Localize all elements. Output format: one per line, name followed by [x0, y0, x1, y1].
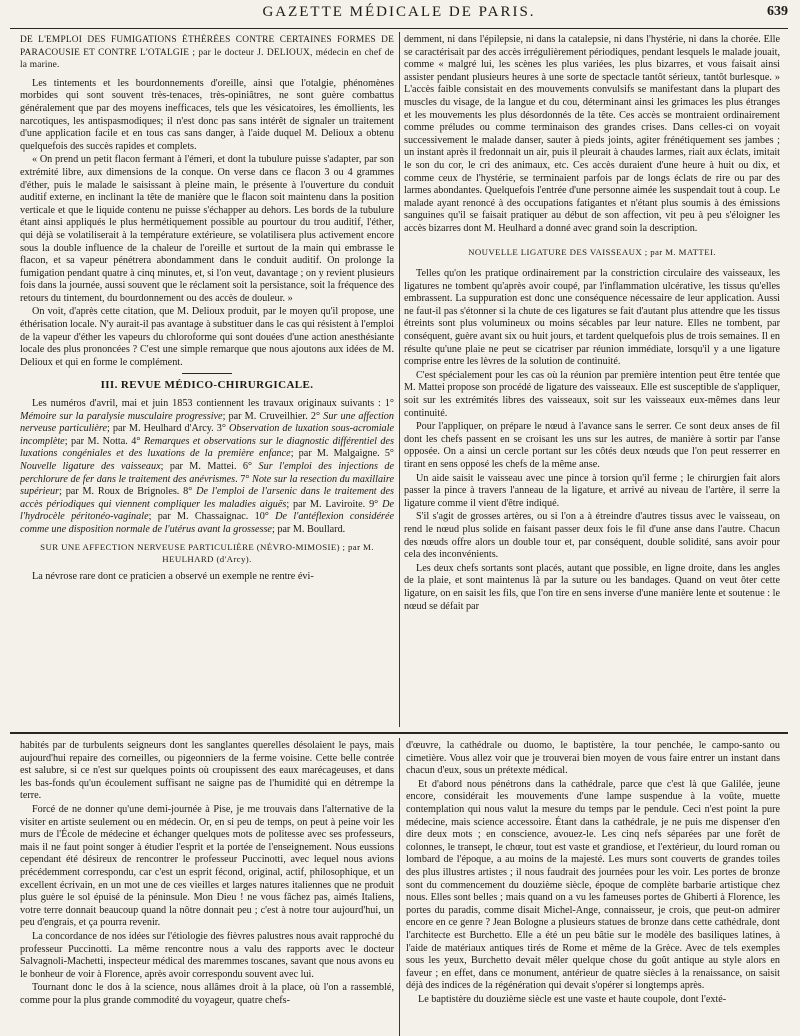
feuilleton-divider [10, 732, 788, 734]
article-subhead: DE L'EMPLOI DES FUMIGATIONS ÉTHÉRÉES CONTRE CERTAINES FORMES DE PARACOUSIE ET CONTRE L'OTALGIE ; par le docteur J. DELIOUX, médecin en chef de la marine. [20, 35, 394, 71]
paragraph: « On prend un petit flacon fermant à l'émeri, et dont la tubulure puisse s'adapter, par son extrémité libre, aux dimensions de la conque. On verse dans ce flacon 3 ou 4 grammes d'éther, puis le malade le saisissant à pleine main, le présente à l'ouverture du conduit auditif externe, en inclinant la tête de manière que le flacon soit maintenu dans la position verticale et que le liquide contenu ne puisse s'échapper au dehors. Les bords de la tubulure étant ainsi appliqués le plus hermétiquement possible au pourtour du trou auditif, l'éther, qui déjà se volatiliserait à la température extérieure, se volatilisera plus activement encore sous la double influence de la chaleur de l'oreille et surtout de la main qui embrasse le flacon, et sa vapeur pénétrera abondamment dans le conduit auditif. On prolonge la fumigation pendant quatre à cinq minutes, et, si l'on veut, davantage ; on y revient plusieurs fois dans la journée, aussi souvent que le réclament soit la persistance, soit la fréquence des retours du tintement, du bourdonnement ou des accès de douleur. » [20, 154, 394, 304]
article-subhead: NOUVELLE LIGATURE DES VAISSEAUX ; par M. MATTEI. [468, 246, 716, 257]
paragraph: Les deux chefs sortants sont placés, autant que possible, en ligne droite, dans les angles de la plaie, et sont maintenus là par la suture ou les bandages. Quand on veut ôter cette ligature, on en saisit les fils, que l'on tire en sens inverse d'une manière lente et soutenue : le nœud se défait par [404, 562, 780, 612]
paragraph: Tournant donc le dos à la science, nous allâmes droit à la place, où l'on a rassemblé, comme pour la plus grande commodité du voyageur, quatre chefs- [20, 982, 394, 1006]
journal-title: GAZETTE MÉDICALE DE PARIS. [262, 4, 536, 20]
article-subhead: SUR UNE AFFECTION NERVEUSE PARTICULIÈRE (NÉVRO-MIMOSIE) ; par M. HEULHARD (d'Arcy). [40, 541, 374, 565]
column-divider [399, 32, 400, 727]
page-header [10, 2, 788, 29]
column-divider [399, 738, 400, 1036]
paragraph: Un aide saisit le vaisseau avec une pince à torsion qu'il ferme ; le chirurgien fait alors passer la pince à travers l'anneau de la ligature, et arrivé au niveau de l'artère, il serre la ligature comme il vient d'être indiqué. [404, 472, 780, 509]
feuilleton-column-left [20, 740, 394, 1034]
section-title: III. REVUE MÉDICO-CHIRURGICALE. [100, 379, 314, 392]
paragraph: S'il s'agit de grosses artères, ou si l'on a à étreindre d'autres tissus avec le vaisseau, on rend le nœud plus solide en faisant passer deux fois le fil d'une anse dans l'autre. Chacun des nœuds offre alors un double tour et, par conséquent, double solidité, sans avoir pour cela des inconvénients. [404, 511, 780, 561]
paragraph: La concordance de nos idées sur l'étiologie des fièvres palustres nous avait rapproché du professeur Puccinotti. La même rencontre nous a valu des rapports avec le docteur Salvagnoli-Machetti, inspecteur médical des maremmes toscanes, savant que nous avons eu le bonheur de voir à Florence, après avoir correspondu souvent avec lui. [20, 930, 394, 980]
paragraph-list-of-works: Les numéros d'avril, mai et juin 1853 contiennent les travaux originaux suivants : 1° Mémoire sur la paralysie musculaire progressive; par M. Cruveilhier. 2° Sur une affection nerveuse particulière; par M. Heulhard d'Arcy. 3° Observation de luxation sous-acromiale incomplète; par M. Notta. 4° Remarques et observations sur le diagnostic différentiel des luxations congéniales et des luxations de la première enfance; par M. Malgaigne. 5° Nouvelle ligature des vaisseaux; par M. Mattei. 6° Sur l'emploi des injections de perchlorure de fer dans le traitement des anévrismes. 7° Note sur la resection du maxillaire supérieur; par M. Roux de Brignoles. 8° De l'emploi de l'arsenic dans le traitement des accès périodiques qui viennent compliquer les maladies aiguës; par M. Laviroite. 9° De l'hydrocèle péritonéo-vaginale; par M. Chassaignac. 10° De l'antéflexion considérée comme une disposition normale de l'utérus avant la grossesse; par M. Boullard. [20, 398, 394, 535]
paragraph: La névrose rare dont ce praticien a observé un exemple ne rentre évi- [32, 570, 314, 582]
paragraph: C'est spécialement pour les cas où la réunion par première intention peut être tentée que M. Mattei propose son procédé de ligature des vaisseaux. Elle est susceptible de s'appliquer, soit sur les extrémités libres des vaisseaux, soit sur les vaisseaux eux-mêmes dans leur continuité. [404, 369, 780, 419]
paragraph: Pour l'appliquer, on prépare le nœud à l'avance sans le serrer. Ce sont deux anses de fil dont les chefs passent en se croisant les uns sur les autres, de manière à sortir par l'anse opposée. On a ainsi un cercle portant sur les côtés deux nœuds que l'on peut resserrer en tirant en sens opposé les chefs de la même anse. [404, 421, 780, 470]
paragraph: Et d'abord nous pénétrons dans la cathédrale, parce que c'est là que Galilée, jeune encore, considérait les mouvements d'une lampe suspendue à la voûte, muette contemplation qui nous valut la mesure du temps par le pendule. Ceci n'est point la pure médecine, mais science accessoire. Étant dans la cathédrale, je ne puis me dispenser d'en dire deux mots ; en conscience, avouez-le. Les cinq nefs séparées par une forêt de colonnes, le transept, le chœur, tout est vaste et grandiose, et l'extérieur, du lourd roman ou lombard de l'époque, a au moins de la majesté. Les murs sont couverts de grandes toiles des plus illustres artistes ; il nous faudrait des journées pour les voir. Les portes de bronze sont du commencement du douzième siècle, époque de complète barbarie artistique chez nous. Elles sont belles ; mais quand on a vu les fameuses portes de Ghiberti à Florence, les portes du paradis, comme disait Michel-Ange, connaisseur, je crois, que peut-on admirer encore en ce genre ? Jean Bologne a plusieurs statues de bronze dans cette cathédrale, dont l'architecte est Burchetto. Elle a été un peu bâtie sur le modèle des basiliques latines, à l'aide de matériaux antiques tirés de Rome et même de la Grèce. Avec de tels exemples sous les yeux, Burchetto devait mêler quelque chose du goût antique au style alors en faveur ; en effet, dans ce monument, antérieur de quatre siècles à la renaissance, on saisit déjà des indices de la régénération qui devait s'opérer si longtemps après. [406, 778, 780, 992]
paragraph: demment, ni dans l'épilepsie, ni dans la catalepsie, ni dans l'hystérie, ni dans la chorée. Elle se caractérisait par des accès irrégulièrement périodiques, pendant lesquels le malade jouait, comme « malgré lui, les scènes les plus variées, les plus bizarres, et vous faisait ainsi assister pendant plusieurs heures à une sorte de spectacle tantôt sérieux, tantôt burlesque. » L'accès faible consistait en des mouvements convulsifs se manifestant dans la plupart des muscles du visage, de la langue et du cou, déterminant ainsi les grimaces les plus étranges et les mouvements les plus désordonnés de la tête. Ces accès se montraient ordinairement comme préludes ou comme terminaison des grandes crises. Dans celles-ci on voyait successivement le malade danser, sauter à pieds joints, agiter frénétiquement ses jambes ; un instant après il fredonnait un air, puis il pleurait à chaudes larmes, riait aux éclats, imitait le son du cor, le cri des animaux, etc. Ces accès duraient d'une heure à huit ou dix, et comme ceux de l'hystérie, se terminaient parfois par de longs éclats de rire ou par des larmes abondantes. Quelquefois l'entrée d'une personne aimée les suspendait tout à coup. Le malade ayant renoncé à des occupations fatigantes et n'étant plus soumis à des émissions sanguines qu'il se faisait pratiquer au début de son affection, vit peu à peu s'éloigner les accès bizarres dont M. Heulhard a donné avec grand soin la description. [404, 34, 780, 234]
paragraph: habités par de turbulents seigneurs dont les sanglantes querelles désolaient le pays, mais aujourd'hui repaire des corneilles, ou pigeonniers de la ferme voisine. Cette belle contrée est salubre, si ce n'est sur quelques points où croupissent des eaux marécageuses, et dans les bas-fonds qu'un écoulement suffisant ne saigne pas de l'humidité qui en détrempe la terre. [20, 740, 394, 802]
paragraph: Telles qu'on les pratique ordinairement par la constriction circulaire des vaisseaux, les ligatures ne tombent qu'après avoir coupé, par l'inflammation ulcérative, les tissus qu'elles embrassent. La suppuration est donc une conséquence nécessaire de leur application. Aussi ne faut-il pas s'étonner si la chute de ces ligatures se fait d'autant plus attendre que les tissus étreints sont plus volumineux ou moins sécables par leur nature. Elles ne tombent, par conséquent, guère avant six ou huit jours, et tardent quelquefois plus de trois semaines. Il en résulte qu'une plaie ne peut se cicatriser par réunion immédiate, lorsqu'il y a une ligature comprise entre les lèvres de la solution de continuité. [404, 268, 780, 368]
feuilleton-column-right [406, 740, 780, 1034]
paragraph: Forcé de ne donner qu'une demi-journée à Pise, je me trouvais dans l'alternative de la visiter en artiste seulement ou en médecin. Or, en si peu de temps, on peut à peine voir les murs de l'École de médecine et échanger quelques mots de politesse avec ses professeurs, mais il ne faut point songer à étudier l'esprit et la portée de l'enseignement. Nous eussions cependant été désireux de rencontrer le professeur Puccinotti, avec lequel nous avions précédemment correspondu, car c'est un esprit fécond, original, actif, philosophique, et un excellent écrivain, en un mot une de ces vieilles et larges natures italiennes que ne produit plus guère le sol épuisé de la péninsule. Mon Dieu ! ne vous fâchez pas, aimés Italiens, votre terre donnait beaucoup quand la nôtre donnait peu ; c'est à notre tour aujourd'hui, un peu d'engrais, et ça pourra revenir. [20, 803, 394, 929]
paragraph: d'œuvre, la cathédrale ou duomo, le baptistère, la tour penchée, le campo-santo ou cimetière. Vous allez voir que je trouverai bien moyen de vous faire entrer un instant dans chacun d'eux, sous un prétexte médical. [406, 740, 780, 777]
column-right [404, 34, 780, 724]
divider [182, 373, 232, 374]
page-number: 639 [767, 4, 788, 19]
paragraph: Les tintements et les bourdonnements d'oreille, ainsi que l'otalgie, phénomènes morbides qui sont souvent très-tenaces, très-opiniâtres, ne sont guère combattus généralement que par des moyens inefficaces, tels que les vésicatoires, les émollients, les narcotiques, les antispasmodiques; il n'est donc pas sans intérêt de signaler un traitement d'une application facile et en tous cas sans danger, à l'aide duquel M. Delioux a obtenu quelquefois des succès rapides et complets. [20, 77, 394, 152]
paragraph: Le baptistère du douzième siècle est une vaste et haute coupole, dont l'exté- [418, 993, 727, 1005]
column-left [20, 34, 394, 724]
paragraph: On voit, d'après cette citation, que M. Delioux produit, par le moyen qu'il propose, une éthérisation locale. N'y aurait-il pas avantage à substituer dans le cas qui résistent à l'emploi de la vapeur d'éther les vapeurs du chloroforme qui sont douées d'une action anesthésiante locale des plus prononcées ? C'est une simple remarque que nous ajoutons aux idées de M. Delioux et qui en forme le complément. [20, 306, 394, 368]
